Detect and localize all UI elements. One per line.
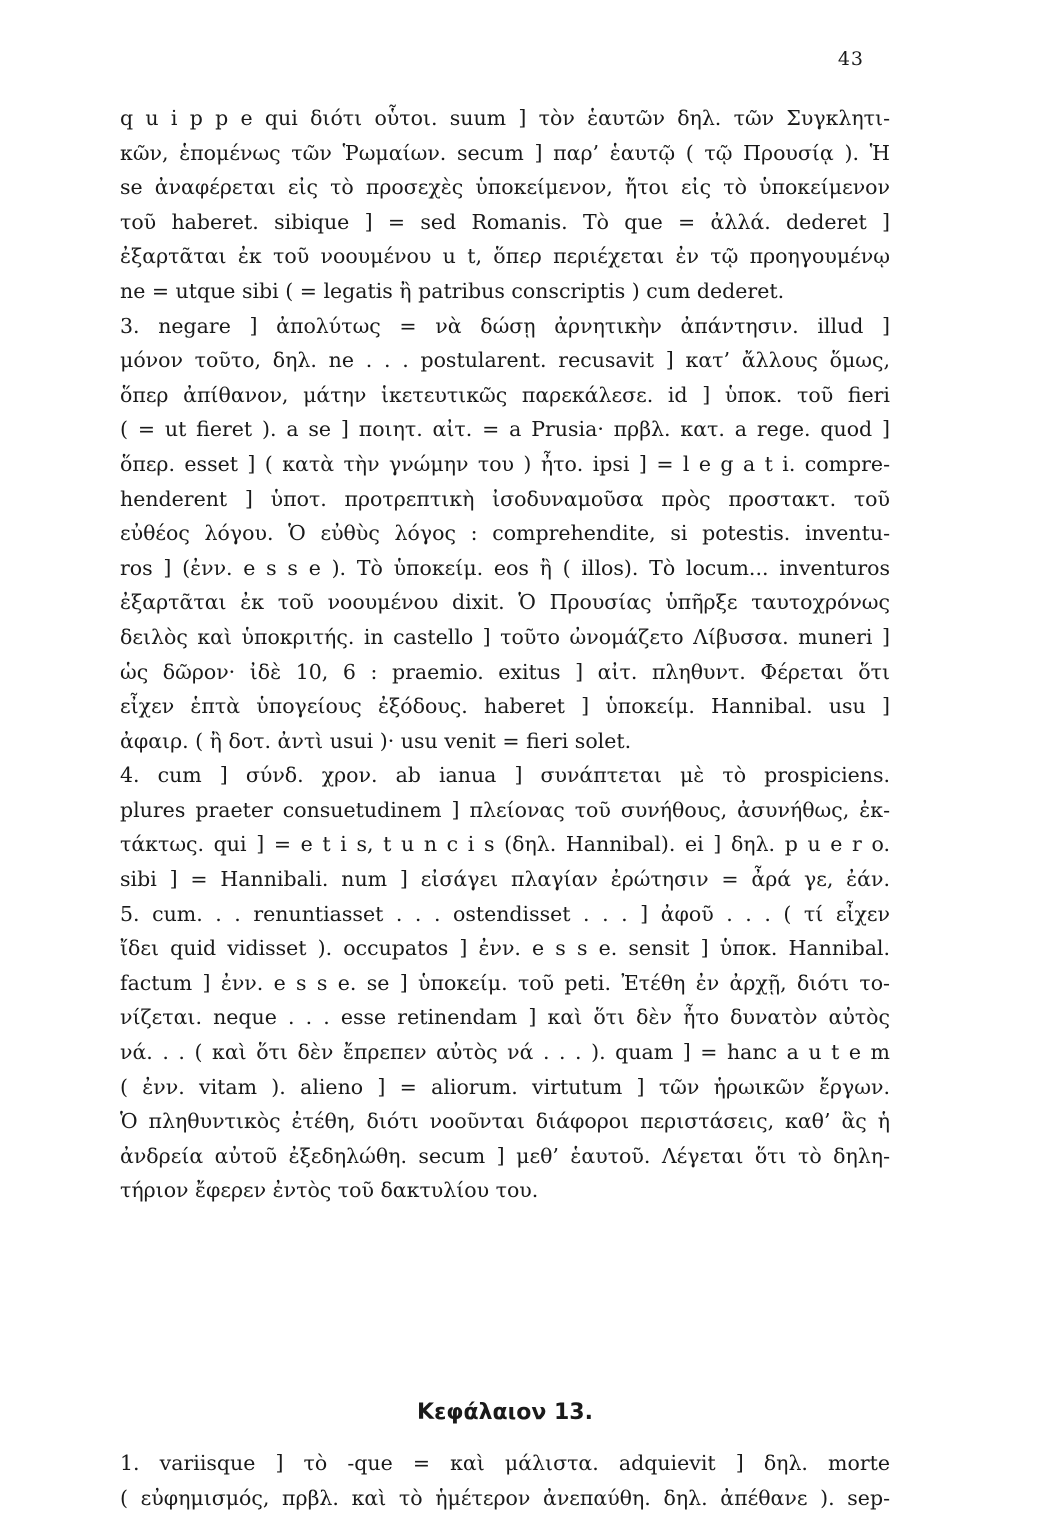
text-line: ( = ut fieret ). a se ] ποιητ. αἰτ. = a Prusia· πρβλ. κατ. a rege. quod ] — [120, 417, 890, 442]
text-line: ὅπερ. esset ] ( κατὰ τὴν γνώμην του ) ἦτο. ipsi ] = l e g a t i. compre- — [120, 451, 890, 476]
text-line: 1. variisque ] τὸ -que = καὶ μάλιστα. adquievit ] δηλ. morte — [120, 1451, 890, 1475]
text-line: factum ] ἐνν. e s s e. se ] ὑποκείμ. τοῦ peti. Ἐτέθη ἐν ἀρχῇ, διότι το- — [120, 970, 890, 995]
text-line: τάκτως. qui ] = e t i s, t u n c i s (δηλ. Hannibal). ei ] δηλ. p u e r o. — [120, 832, 890, 857]
text-line: ὅπερ ἀπίθανον, μάτην ἱκετευτικῶς παρεκάλεσε. id ] ὑποκ. τοῦ fieri — [120, 382, 890, 407]
text-line: νίζεται. neque . . . esse retinendam ] καὶ ὅτι δὲν ἦτο δυνατὸν αὐτὸς — [120, 1005, 890, 1030]
text-line: εἶχεν ἑπτὰ ὑπογείους ἐξόδους. haberet ] ὑποκείμ. Hannibal. usu ] — [120, 694, 890, 719]
text-line: Ὁ πληθυντικὸς ἐτέθη, διότι νοοῦνται διάφοροι περιστάσεις, καθ’ ἃς ἡ — [120, 1109, 890, 1134]
text-line: ros ] (ἐνν. e s s e ). Τὸ ὑποκείμ. eos ἢ ( illos). Τὸ locum... inventuros — [120, 555, 890, 580]
text-line: ne = utque sibi ( = legatis ἢ patribus conscriptis ) cum dederet. — [120, 278, 785, 303]
text-line: 5. cum. . . renuntiasset . . . ostendisset . . . ] ἀφοῦ . . . ( τί εἶχεν — [120, 901, 890, 926]
text-line: ἴδει quid vidisset ). occupatos ] ἐνν. e s s e. sensit ] ὑποκ. Hannibal. — [120, 936, 890, 961]
text-line: ὡς δῶρον· ἰδὲ 10, 6 : praemio. exitus ] αἰτ. πληθυντ. Φέρεται ὅτι — [120, 659, 890, 684]
commentary-text — [120, 101, 890, 1208]
text-line: ( εὐφημισμός, πρβλ. καὶ τὸ ἡμέτερον ἀνεπαύθη. δηλ. ἀπέθανε ). sep- — [120, 1485, 890, 1510]
text-line: 3. negare ] ἀπολύτως = νὰ δώσῃ ἀρνητικὴν ἀπάντησιν. illud ] — [120, 313, 890, 338]
text-line: henderent ] ὑποτ. προτρεπτικὴ ἰσοδυναμοῦσα πρὸς προστακτ. τοῦ — [120, 486, 890, 511]
text-line: ἐξαρτᾶται ἐκ τοῦ νοουμένου dixit. Ὁ Προυσίας ὑπῆρξε ταυτοχρόνως — [120, 590, 890, 615]
text-line: q u i p p e qui διότι οὗτοι. suum ] τὸν ἑαυτῶν δηλ. τῶν Συγκλητι- — [120, 106, 890, 130]
text-line: τοῦ haberet. sibique ] = sed Romanis. Τὸ que = ἀλλά. dederet ] — [120, 209, 890, 234]
text-line: μόνον τοῦτο, δηλ. ne . . . postularent. recusavit ] κατ’ ἄλλους ὅμως, — [120, 348, 890, 373]
text-line: κῶν, ἑπομένως τῶν Ῥωμαίων. secum ] παρ’ ἑαυτῷ ( τῷ Προυσίᾳ ). Ἡ — [120, 140, 890, 165]
text-line: τήριον ἔφερεν ἐντὸς τοῦ δακτυλίου του. — [120, 1178, 539, 1203]
chapter-text — [120, 1446, 890, 1515]
text-line: 4. cum ] σύνδ. χρον. ab ianua ] συνάπτεται μὲ τὸ prospiciens. — [120, 763, 890, 788]
chapter-heading: Κεφάλαιον 13. — [417, 1400, 593, 1425]
text-line: ἀφαιρ. ( ἢ δοτ. ἀντὶ usui )· usu venit = fieri solet. — [120, 728, 632, 753]
text-line: εὐθέος λόγου. Ὁ εὐθὺς λόγος : comprehendite, si potestis. inventu- — [120, 521, 890, 546]
text-line: ( ἐνν. vitam ). alieno ] = aliorum. virtutum ] τῶν ἡρωικῶν ἔργων. — [120, 1074, 890, 1099]
text-line: plures praeter consuetudinem ] πλείονας τοῦ συνήθους, ἀσυνήθως, ἐκ- — [120, 797, 890, 822]
text-line: se ἀναφέρεται εἰς τὸ προσεχὲς ὑποκείμενον, ἤτοι εἰς τὸ ὑποκείμενον — [120, 175, 890, 200]
text-line: ἀνδρεία αὐτοῦ ἐξεδηλώθη. secum ] μεθ’ ἑαυτοῦ. Λέγεται ὅτι τὸ δηλη- — [120, 1143, 890, 1168]
text-line: νά. . . ( καὶ ὅτι δὲν ἔπρεπεν αὐτὸς νά . . . ). quam ] = hanc a u t e m — [120, 1040, 890, 1065]
page-number: 43 — [837, 48, 864, 70]
text-line: sibi ] = Hannibali. num ] εἰσάγει πλαγίαν ἐρώτησιν = ἆρά γε, ἐάν. — [120, 867, 890, 892]
text-line: ἐξαρτᾶται ἐκ τοῦ νοουμένου u t, ὅπερ περιέχεται ἐν τῷ προηγουμένῳ — [120, 244, 890, 269]
text-line: δειλὸς καὶ ὑποκριτής. in castello ] τοῦτο ὠνομάζετο Λίβυσσα. muneri ] — [120, 624, 890, 649]
